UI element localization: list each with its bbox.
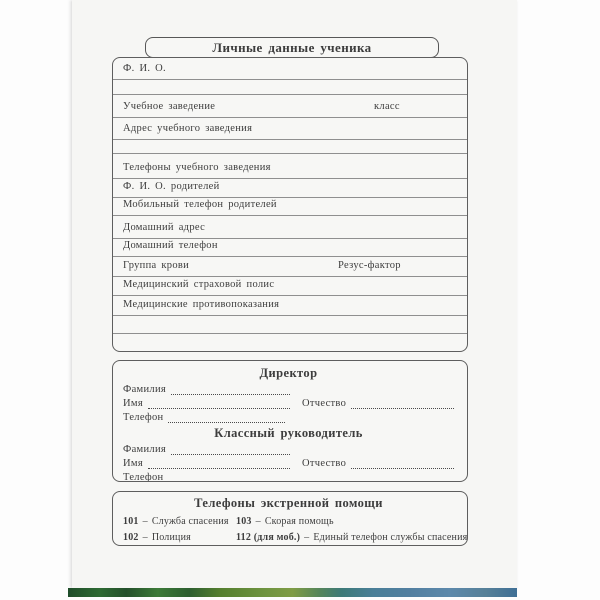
- name-label: Имя: [123, 398, 143, 409]
- form-row-label-class: класс: [374, 101, 400, 112]
- contacts-section: [112, 360, 468, 482]
- name-line: [123, 397, 290, 411]
- personal-data-form: [112, 57, 468, 352]
- form-row-school: [113, 95, 467, 118]
- page-title-label: Личные данные ученика: [212, 39, 372, 55]
- form-row-label: Домашний адрес: [123, 222, 206, 233]
- form-row-label: Медицинский страховой полис: [123, 279, 275, 290]
- form-row-label: Телефоны учебного заведения: [123, 162, 271, 173]
- dash: –: [142, 532, 148, 543]
- emergency-entry-101: [123, 515, 236, 528]
- emergency-number: 101: [123, 516, 139, 527]
- patronymic-label: Отчество: [302, 398, 347, 409]
- form-row-contraindications: [113, 296, 467, 316]
- form-row-label: Учебное заведение: [123, 101, 216, 112]
- form-row-label-rhesus: Резус-фактор: [338, 260, 401, 271]
- form-row-label: Группа крови: [123, 260, 190, 271]
- dot-leader: [171, 394, 290, 395]
- form-row-label: Медицинские противопоказания: [123, 299, 280, 310]
- emergency-phones-section: [112, 491, 468, 546]
- form-row-label: Ф. И. О. родителей: [123, 181, 220, 192]
- form-row-blank: [113, 80, 467, 95]
- form-row-label: Домашний телефон: [123, 240, 218, 251]
- form-row-label: Мобильный телефон родителей: [123, 199, 277, 210]
- dot-leader: [148, 408, 290, 409]
- surname-label: Фамилия: [123, 444, 167, 455]
- form-row-blank: [113, 334, 467, 352]
- surname-line: [123, 383, 290, 397]
- teacher-name-row: [123, 457, 454, 471]
- form-row-label: Адрес учебного заведения: [123, 123, 253, 134]
- form-row-blood-group: [113, 257, 467, 277]
- diary-page: [72, 0, 517, 588]
- emergency-service: Единый телефон службы спасения: [313, 532, 468, 543]
- emergency-service: Скорая помощь: [264, 516, 334, 527]
- emergency-number: 102: [123, 532, 139, 543]
- emergency-number: 103: [236, 516, 252, 527]
- dash: –: [304, 532, 310, 543]
- class-teacher-heading: Классный руководитель: [214, 426, 363, 440]
- patronymic-line: [302, 397, 454, 411]
- emergency-service: Служба спасения: [151, 516, 229, 527]
- phone-label: Телефон: [123, 472, 164, 482]
- patronymic-label: Отчество: [302, 458, 347, 469]
- form-row-parents-mobile: [113, 198, 467, 216]
- dot-leader: [351, 468, 454, 469]
- phone-line: [123, 411, 285, 425]
- form-row-label: Ф. И. О.: [123, 63, 166, 74]
- dash: –: [255, 516, 261, 527]
- emergency-entry-112: [236, 531, 467, 544]
- teacher-surname-row: [123, 443, 454, 457]
- form-row-blank: [113, 140, 467, 154]
- teacher-phone-row: [123, 471, 454, 482]
- form-row-home-phone: [113, 239, 467, 257]
- form-row-home-address: [113, 216, 467, 239]
- surname-line: [123, 443, 290, 457]
- dot-leader: [351, 408, 454, 409]
- emergency-entry-103: [236, 515, 467, 528]
- name-label: Имя: [123, 458, 143, 469]
- director-surname-row: [123, 383, 454, 397]
- page-title: [145, 37, 439, 58]
- dot-leader: [171, 454, 290, 455]
- patronymic-line: [302, 457, 454, 471]
- emergency-list: [123, 515, 468, 544]
- form-row-fio: [113, 58, 467, 80]
- emergency-number: 112 (для моб.): [236, 532, 301, 543]
- emergency-heading: Телефоны экстренной помощи: [194, 496, 383, 510]
- form-row-blank: [113, 316, 467, 334]
- director-phone-row: [123, 411, 454, 425]
- director-heading: Директор: [259, 366, 318, 380]
- form-row-school-phones: [113, 154, 467, 179]
- name-line: [123, 457, 290, 471]
- phone-label: Телефон: [123, 412, 164, 423]
- surname-label: Фамилия: [123, 384, 167, 395]
- emergency-service: Полиция: [151, 532, 191, 543]
- form-row-parents-fio: [113, 179, 467, 198]
- dot-leader: [168, 422, 285, 423]
- phone-line: [123, 471, 285, 482]
- cover-photo-strip: [68, 588, 517, 597]
- emergency-entry-102: [123, 531, 236, 544]
- form-row-school-address: [113, 118, 467, 140]
- director-name-row: [123, 397, 454, 411]
- dash: –: [142, 516, 148, 527]
- dot-leader: [148, 468, 290, 469]
- form-row-insurance: [113, 277, 467, 296]
